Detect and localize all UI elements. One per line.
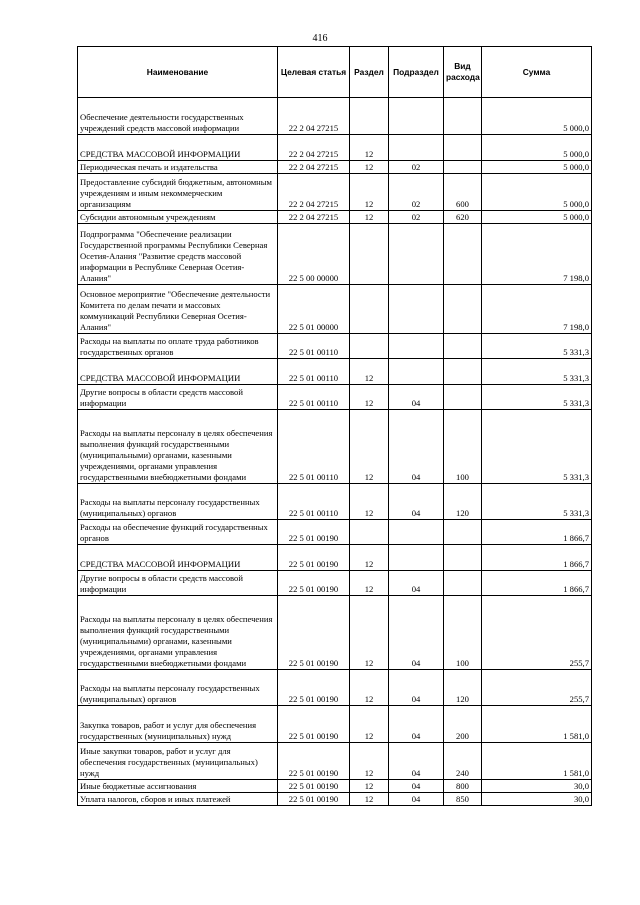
cell-name: Субсидии автономным учреждениям: [78, 211, 278, 224]
cell-amount: 5 331,3: [482, 385, 592, 410]
cell-amount: 5 000,0: [482, 174, 592, 211]
cell-subsection: 02: [389, 211, 444, 224]
table-row: [78, 334, 592, 359]
cell-expense-type: [444, 571, 482, 596]
cell-name: Другие вопросы в области средств массовой информации: [78, 385, 278, 410]
table-row: [78, 211, 592, 224]
cell-subsection: [389, 359, 444, 385]
cell-name: Периодическая печать и издательства: [78, 161, 278, 174]
cell-section: 12: [350, 780, 389, 793]
table-row: [78, 780, 592, 793]
cell-subsection: 04: [389, 670, 444, 706]
cell-expense-type: [444, 98, 482, 135]
header-name: Наименование: [78, 47, 278, 98]
cell-amount: 1 581,0: [482, 706, 592, 743]
cell-name: Подпрограмма "Обеспечение реализации Государственной программы Республики Северная Осетия-Алания "Развитие средств массовой информации в Республике Северная Осетия-Алания": [78, 224, 278, 285]
cell-expense-type: 240: [444, 743, 482, 780]
cell-expense-type: [444, 334, 482, 359]
cell-amount: 255,7: [482, 670, 592, 706]
cell-name: Иные закупки товаров, работ и услуг для обеспечения государственных (муниципальных) нужд: [78, 743, 278, 780]
cell-target: 22 5 01 00190: [278, 670, 350, 706]
table-row: [78, 545, 592, 571]
cell-section: 12: [350, 135, 389, 161]
cell-section: 12: [350, 793, 389, 806]
cell-expense-type: [444, 520, 482, 545]
cell-name: СРЕДСТВА МАССОВОЙ ИНФОРМАЦИИ: [78, 359, 278, 385]
cell-target: 22 2 04 27215: [278, 211, 350, 224]
cell-amount: 5 331,3: [482, 359, 592, 385]
cell-target: 22 5 01 00110: [278, 385, 350, 410]
cell-target: 22 2 04 27215: [278, 174, 350, 211]
cell-expense-type: [444, 161, 482, 174]
cell-amount: 7 198,0: [482, 285, 592, 334]
cell-subsection: 04: [389, 484, 444, 520]
cell-amount: 30,0: [482, 793, 592, 806]
cell-name: Иные бюджетные ассигнования: [78, 780, 278, 793]
cell-amount: 1 866,7: [482, 520, 592, 545]
cell-name: СРЕДСТВА МАССОВОЙ ИНФОРМАЦИИ: [78, 135, 278, 161]
cell-section: 12: [350, 211, 389, 224]
cell-amount: 5 000,0: [482, 135, 592, 161]
cell-subsection: [389, 520, 444, 545]
cell-name: Расходы на выплаты персоналу в целях обеспечения выполнения функций государственными (муниципальными) органами, казенными учреждениями, органами управления государственными внебюджетными фондами: [78, 596, 278, 670]
table-row: [78, 743, 592, 780]
cell-name: Расходы на выплаты персоналу в целях обеспечения выполнения функций государственными (муниципальными) органами, казенными учреждениями, органами управления государственными внебюджетными фондами: [78, 410, 278, 484]
cell-name: Расходы на обеспечение функций государственных органов: [78, 520, 278, 545]
cell-name: Основное мероприятие "Обеспечение деятельности Комитета по делам печати и массовых коммуникаций Республики Северная Осетия-Алания": [78, 285, 278, 334]
cell-expense-type: [444, 545, 482, 571]
table-row: [78, 385, 592, 410]
cell-target: 22 5 01 00110: [278, 359, 350, 385]
cell-subsection: 04: [389, 743, 444, 780]
cell-target: 22 5 01 00190: [278, 780, 350, 793]
cell-amount: 1 866,7: [482, 545, 592, 571]
cell-expense-type: 200: [444, 706, 482, 743]
cell-target: 22 2 04 27215: [278, 135, 350, 161]
table-header-row: [78, 47, 592, 98]
cell-name: Расходы на выплаты персоналу государственных (муниципальных) органов: [78, 670, 278, 706]
cell-section: [350, 520, 389, 545]
cell-expense-type: 100: [444, 596, 482, 670]
cell-section: 12: [350, 596, 389, 670]
cell-section: [350, 334, 389, 359]
table-row: [78, 484, 592, 520]
cell-target: 22 5 01 00190: [278, 743, 350, 780]
cell-section: 12: [350, 706, 389, 743]
table-row: [78, 571, 592, 596]
cell-name: Уплата налогов, сборов и иных платежей: [78, 793, 278, 806]
cell-subsection: [389, 135, 444, 161]
table-row: [78, 793, 592, 806]
cell-target: 22 5 01 00190: [278, 793, 350, 806]
cell-amount: 1 866,7: [482, 571, 592, 596]
cell-amount: 5 000,0: [482, 98, 592, 135]
cell-target: 22 5 01 00190: [278, 520, 350, 545]
cell-expense-type: 850: [444, 793, 482, 806]
cell-expense-type: 120: [444, 484, 482, 520]
cell-target: 22 2 04 27215: [278, 98, 350, 135]
table-row: [78, 161, 592, 174]
cell-section: 12: [350, 174, 389, 211]
cell-expense-type: [444, 359, 482, 385]
cell-subsection: [389, 224, 444, 285]
cell-amount: 5 331,3: [482, 484, 592, 520]
cell-name: Закупка товаров, работ и услуг для обеспечения государственных (муниципальных) нужд: [78, 706, 278, 743]
cell-subsection: 02: [389, 174, 444, 211]
cell-target: 22 5 01 00110: [278, 484, 350, 520]
cell-expense-type: 620: [444, 211, 482, 224]
cell-section: [350, 224, 389, 285]
cell-section: 12: [350, 670, 389, 706]
cell-section: 12: [350, 571, 389, 596]
table-row: [78, 285, 592, 334]
cell-expense-type: 120: [444, 670, 482, 706]
table-body: [78, 98, 592, 806]
cell-subsection: 04: [389, 410, 444, 484]
cell-subsection: [389, 98, 444, 135]
cell-amount: 5 000,0: [482, 211, 592, 224]
table-row: [78, 359, 592, 385]
cell-target: 22 2 04 27215: [278, 161, 350, 174]
cell-subsection: 04: [389, 706, 444, 743]
cell-subsection: [389, 285, 444, 334]
cell-subsection: [389, 334, 444, 359]
cell-section: [350, 98, 389, 135]
cell-target: 22 5 01 00110: [278, 334, 350, 359]
cell-expense-type: [444, 385, 482, 410]
budget-table: [77, 46, 592, 806]
table-row: [78, 98, 592, 135]
cell-section: 12: [350, 545, 389, 571]
cell-target: 22 5 01 00110: [278, 410, 350, 484]
cell-target: 22 5 01 00190: [278, 545, 350, 571]
cell-amount: 30,0: [482, 780, 592, 793]
cell-amount: 255,7: [482, 596, 592, 670]
cell-target: 22 5 01 00190: [278, 571, 350, 596]
cell-expense-type: [444, 135, 482, 161]
cell-expense-type: 800: [444, 780, 482, 793]
cell-amount: 1 581,0: [482, 743, 592, 780]
header-target: Целевая статья: [278, 47, 350, 98]
cell-section: [350, 285, 389, 334]
cell-subsection: 04: [389, 780, 444, 793]
cell-name: СРЕДСТВА МАССОВОЙ ИНФОРМАЦИИ: [78, 545, 278, 571]
header-expense-type: Вид расхода: [444, 47, 482, 98]
cell-expense-type: [444, 224, 482, 285]
table-row: [78, 135, 592, 161]
table-row: [78, 670, 592, 706]
page-number: 416: [312, 33, 328, 44]
cell-name: Расходы на выплаты по оплате труда работников государственных органов: [78, 334, 278, 359]
table-row: [78, 706, 592, 743]
cell-section: 12: [350, 410, 389, 484]
cell-target: 22 5 00 00000: [278, 224, 350, 285]
cell-subsection: 04: [389, 385, 444, 410]
cell-subsection: 02: [389, 161, 444, 174]
header-amount: Сумма: [482, 47, 592, 98]
header-section: Раздел: [350, 47, 389, 98]
table-row: [78, 410, 592, 484]
cell-section: 12: [350, 161, 389, 174]
cell-name: Обеспечение деятельности государственных учреждений средств массовой информации: [78, 98, 278, 135]
cell-target: 22 5 01 00190: [278, 596, 350, 670]
cell-target: 22 5 01 00000: [278, 285, 350, 334]
cell-section: 12: [350, 359, 389, 385]
table-row: [78, 520, 592, 545]
cell-subsection: 04: [389, 571, 444, 596]
cell-expense-type: 600: [444, 174, 482, 211]
header-subsection: Подраздел: [389, 47, 444, 98]
cell-subsection: 04: [389, 596, 444, 670]
table-row: [78, 224, 592, 285]
cell-expense-type: [444, 285, 482, 334]
cell-name: Предоставление субсидий бюджетным, автономным учреждениям и иным некоммерческим организациям: [78, 174, 278, 211]
cell-target: 22 5 01 00190: [278, 706, 350, 743]
cell-section: 12: [350, 385, 389, 410]
cell-expense-type: 100: [444, 410, 482, 484]
cell-amount: 7 198,0: [482, 224, 592, 285]
table-row: [78, 596, 592, 670]
cell-amount: 5 000,0: [482, 161, 592, 174]
table-row: [78, 174, 592, 211]
cell-subsection: 04: [389, 793, 444, 806]
cell-section: 12: [350, 743, 389, 780]
cell-name: Другие вопросы в области средств массовой информации: [78, 571, 278, 596]
cell-amount: 5 331,3: [482, 410, 592, 484]
cell-amount: 5 331,3: [482, 334, 592, 359]
cell-name: Расходы на выплаты персоналу государственных (муниципальных) органов: [78, 484, 278, 520]
cell-subsection: [389, 545, 444, 571]
cell-section: 12: [350, 484, 389, 520]
